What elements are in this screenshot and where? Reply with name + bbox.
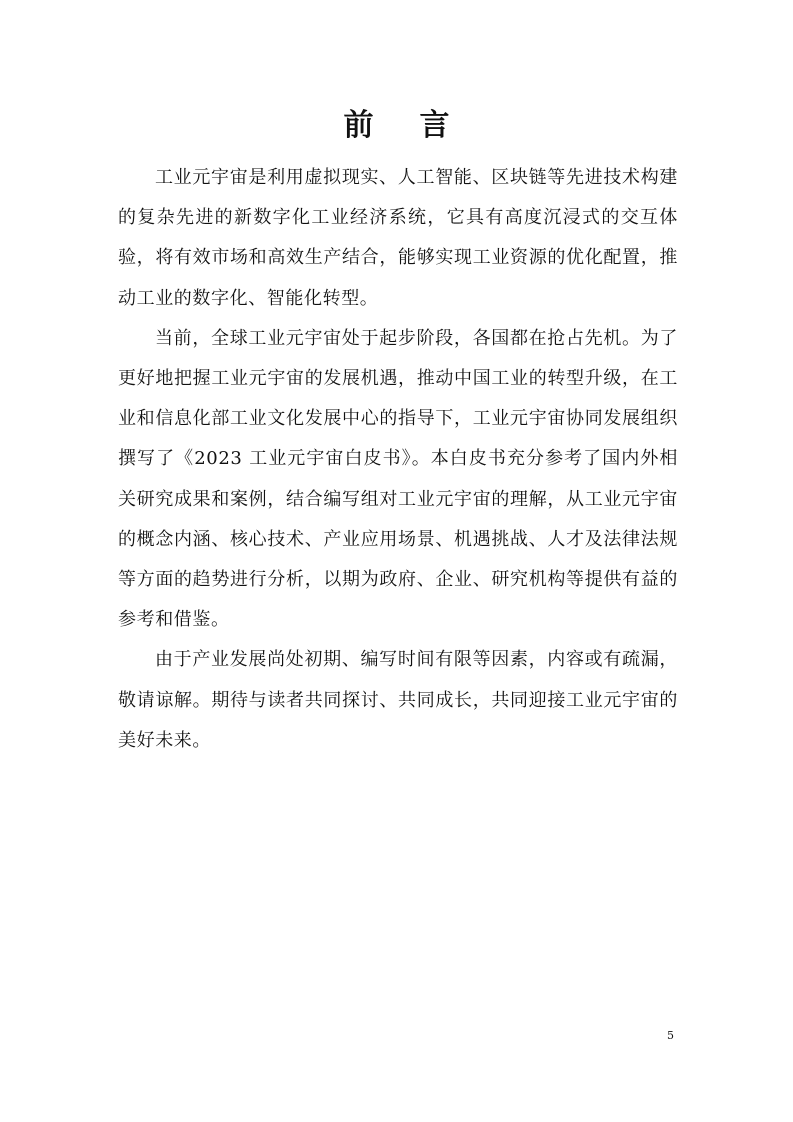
paragraph-intro: 工业元宇宙是利用虚拟现实、人工智能、区块链等先进技术构建的复杂先进的新数字化工业经济系统，它具有高度沉浸式的交互体验，将有效市场和高效生产结合，能够实现工业资源的优化配置，推动工业的数字化、智能化转型。 <box>118 167 678 309</box>
preface-body <box>118 158 678 761</box>
page-title: 前言 <box>343 108 496 143</box>
page-number: 5 <box>667 1029 674 1042</box>
paragraph-current-status: 当前，全球工业元宇宙处于起步阶段，各国都在抢占先机。为了更好地把握工业元宇宙的发展机遇，推动中国工业的转型升级，在工业和信息化部工业文化发展中心的指导下，工业元宇宙协同发展组织撰写了《2023 工业元宇宙白皮书》。本白皮书充分参考了国内外相关研究成果和案例，结合编写组对工业元宇宙的理解，从工业元宇宙的概念内涵、核心技术、产业应用场景、机遇挑战、人才及法律法规等方面的趋势进行分析，以期为政府、企业、研究机构等提供有益的参考和借鉴。 <box>118 327 678 631</box>
paragraph-closing: 由于产业发展尚处初期、编写时间有限等因素，内容或有疏漏，敬请谅解。期待与读者共同探讨、共同成长，共同迎接工业元宇宙的美好未来。 <box>118 649 678 751</box>
